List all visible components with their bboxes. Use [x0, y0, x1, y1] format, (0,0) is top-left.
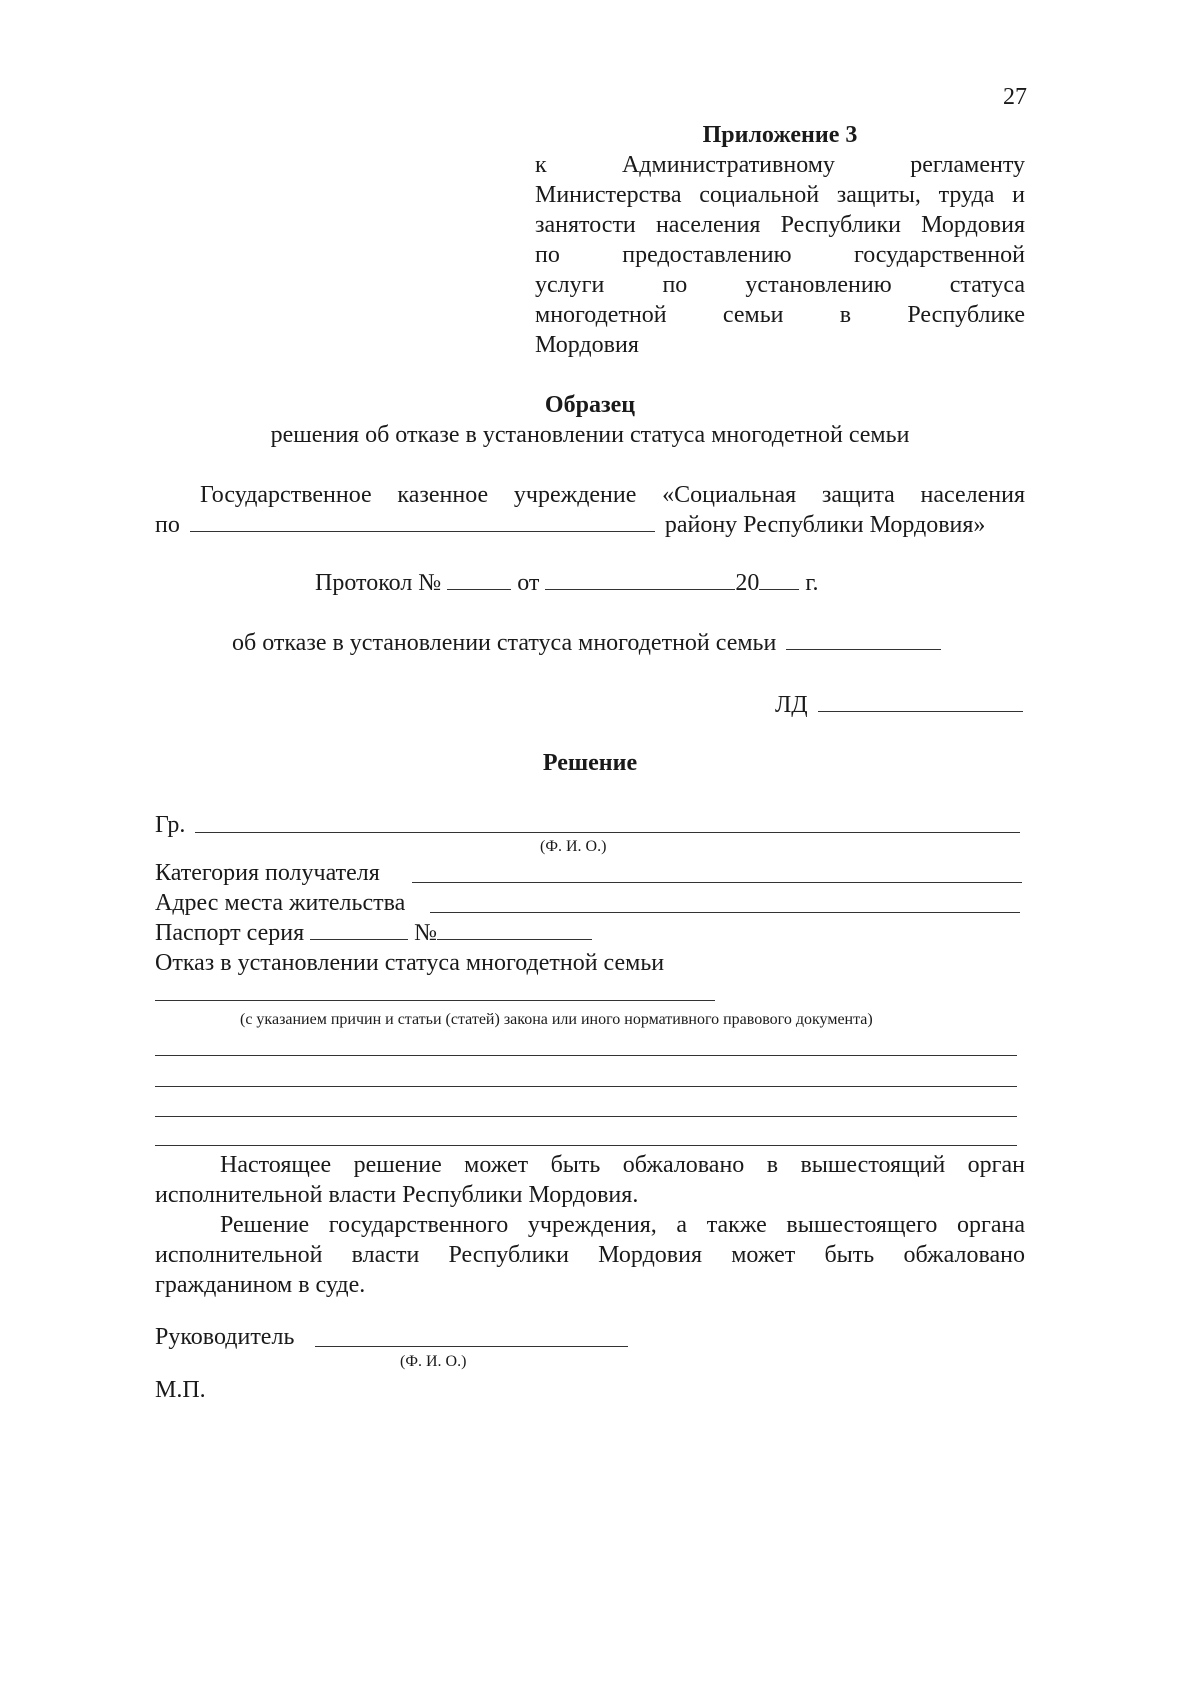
ld-line [775, 690, 1023, 720]
protocol-date-field[interactable] [545, 569, 735, 590]
protocol-line [315, 568, 819, 598]
appendix-title: Приложение 3 [702, 122, 858, 148]
decision-title: Решение [542, 750, 638, 776]
citizen-field[interactable] [195, 832, 1020, 833]
from-label: от [517, 570, 540, 596]
address-field[interactable] [430, 912, 1020, 913]
reason-line[interactable] [155, 1086, 1017, 1087]
refusal-number-field[interactable] [786, 629, 941, 650]
district-field[interactable] [190, 511, 655, 532]
address-label: Адрес места жительства [155, 890, 406, 916]
page-number: 27 [1003, 84, 1027, 110]
year-prefix: 20 [735, 570, 760, 596]
district-suffix: району Республики Мордовия» [664, 512, 986, 538]
reason-caption: (с указанием причин и статьи (статей) закона или иного нормативного правового документа) [240, 1011, 873, 1028]
passport-label: Паспорт серия [155, 920, 305, 946]
appeal-text: исполнительной власти Республики Мордовия. [155, 1182, 639, 1208]
sample-subtitle: решения об отказе в установлении статуса многодетной семьи [270, 422, 910, 448]
institution-line: Государственное казенное учреждение «Социальная защита населения [200, 482, 1025, 508]
passport-line [155, 918, 592, 948]
passport-number-label: № [414, 920, 438, 946]
appendix-line: к Административному регламенту [535, 152, 1025, 178]
year-suffix: г. [805, 570, 819, 596]
reason-line[interactable] [155, 1055, 1017, 1056]
by-label: по [155, 512, 180, 538]
appendix-line: Мордовия [535, 332, 639, 358]
institution-line-2 [155, 510, 985, 540]
year-field[interactable] [759, 569, 799, 590]
reason-line[interactable] [155, 1116, 1017, 1117]
passport-series-field[interactable] [310, 919, 408, 940]
reason-line[interactable] [155, 1145, 1017, 1146]
appeal-text: Решение государственного учреждения, а также вышестоящего органа [220, 1212, 1025, 1238]
sample-title: Образец [544, 392, 636, 418]
protocol-number-field[interactable] [447, 569, 511, 590]
appeal-text: гражданином в суде. [155, 1272, 366, 1298]
refusal-line [232, 628, 941, 658]
citizen-label: Гр. [155, 812, 186, 838]
passport-number-field[interactable] [437, 919, 592, 940]
appendix-line: занятости населения Республики Мордовия [535, 212, 1025, 238]
ld-label: ЛД [775, 692, 808, 718]
appeal-text: Настоящее решение может быть обжаловано в вышестоящий орган [220, 1152, 1025, 1178]
head-label: Руководитель [155, 1324, 295, 1350]
ld-field[interactable] [818, 691, 1023, 712]
appendix-line: Министерства социальной защиты, труда и [535, 182, 1025, 208]
protocol-label: Протокол № [315, 570, 442, 596]
head-signature-field[interactable] [315, 1346, 628, 1347]
stamp-label: М.П. [155, 1377, 206, 1403]
head-fio-caption: (Ф. И. О.) [400, 1353, 467, 1370]
appendix-line: многодетной семьи в Республике [535, 302, 1025, 328]
category-field[interactable] [412, 882, 1022, 883]
appendix-line: по предоставлению государственной [535, 242, 1025, 268]
fio-caption: (Ф. И. О.) [540, 838, 607, 855]
appeal-text: исполнительной власти Республики Мордовия может быть обжаловано [155, 1242, 1025, 1268]
appendix-line: услуги по установлению статуса [535, 272, 1025, 298]
category-label: Категория получателя [155, 860, 380, 886]
refusal-label: Отказ в установлении статуса многодетной семьи [155, 950, 665, 976]
refusal-text: об отказе в установлении статуса многодетной семьи [232, 630, 777, 656]
reason-field[interactable] [155, 1000, 715, 1001]
